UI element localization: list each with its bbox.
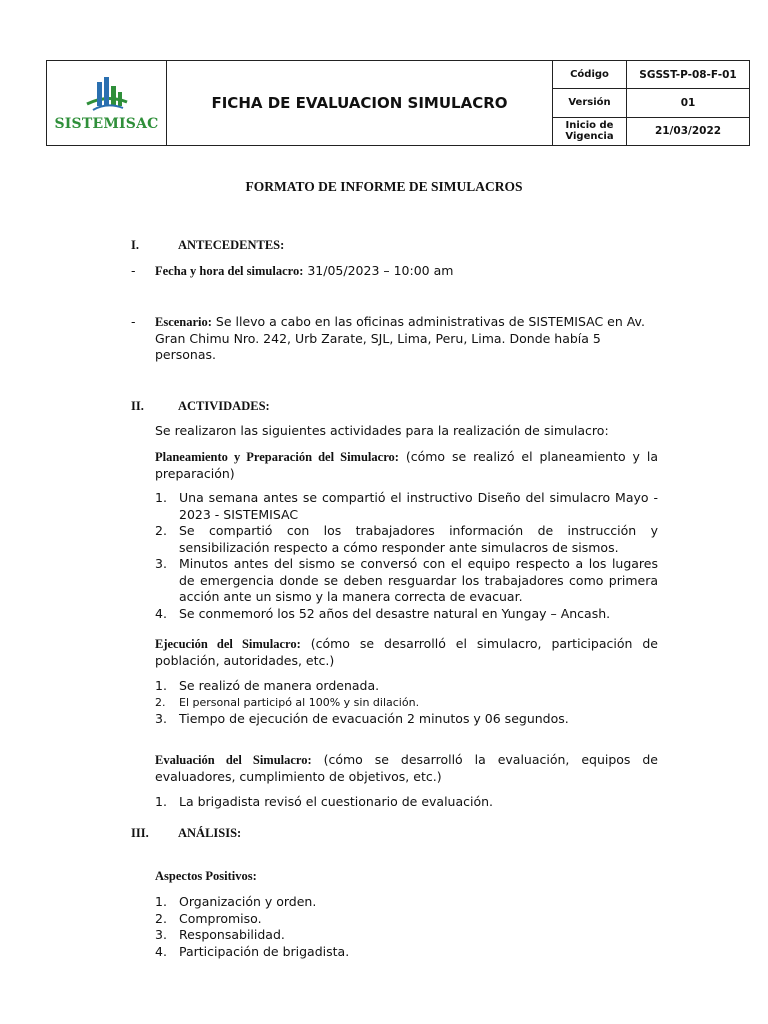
document-title: FORMATO DE INFORME DE SIMULACROS [245, 179, 523, 194]
actividades-intro: Se realizaron las siguientes actividades para la realización de simulacro: [155, 423, 609, 438]
dash-bullet: - [131, 314, 136, 329]
fecha-label: Fecha y hora del simulacro: [155, 264, 304, 278]
section-heading: ANTECEDENTES: [178, 238, 285, 252]
logo-text: SISTEMISAC [54, 116, 159, 132]
building-logo-icon [83, 74, 131, 114]
ejecucion-paragraph [155, 636, 658, 669]
meta-row-codigo [553, 61, 749, 89]
meta-value: 01 [680, 96, 696, 109]
form-title: FICHA DE EVALUACION SIMULACRO [167, 61, 553, 145]
escenario-paragraph [155, 314, 660, 364]
planeamiento-desc: (cómo se realizó el planeamiento y la preparación) [155, 449, 659, 481]
logo-cell [47, 61, 167, 145]
list-item: 3. Tiempo de ejecución de evacuación 2 minutos y 06 segundos. [155, 711, 569, 726]
positivos-list [155, 894, 658, 960]
list-item: 1. La brigadista revisó el cuestionario de evaluación. [155, 794, 494, 809]
section-number: II. [131, 399, 144, 413]
section-number: III. [131, 826, 149, 840]
meta-value: 21/03/2022 [654, 125, 722, 138]
list-item: 1. Organización y orden. [155, 894, 317, 909]
header-table [46, 60, 750, 146]
evaluacion-desc: (cómo se desarrolló la evaluación, equipos de evaluadores, cumplimiento de objetivos, etc.) [155, 752, 658, 784]
meta-block [553, 61, 749, 145]
meta-label: Código [553, 61, 627, 88]
meta-row-vigencia [553, 118, 749, 145]
ejecucion-heading: Ejecución del Simulacro: [155, 637, 301, 651]
list-item: 3. Minutos antes del sismo se conversó con el equipo respecto a los lugares de emergencia donde se deben resguardar los trabajadores como primera acción ante un sismo y la manera correcta de evacuar. [155, 556, 658, 604]
escenario-value: Se llevo a cabo en las oficinas administrativas de SISTEMISAC en Av. Gran Chimu Nro. 242, Urb Zarate, SJL, Lima, Peru, Lima. Donde había 5 personas. [155, 314, 645, 362]
dash-bullet: - [131, 263, 136, 278]
positivos-heading: Aspectos Positivos: [155, 869, 257, 883]
escenario-label: Escenario: [155, 315, 212, 329]
evaluacion-list [155, 794, 658, 811]
meta-label: Inicio de Vigencia [553, 118, 627, 145]
section-heading: ANÁLISIS: [178, 826, 242, 840]
ejecucion-desc: (cómo se desarrolló el simulacro, participación de población, autoridades, etc.) [155, 636, 658, 668]
planeamiento-paragraph [155, 449, 658, 482]
ejecucion-list [155, 678, 658, 728]
list-item: 4. Se conmemoró los 52 años del desastre natural en Yungay – Ancash. [155, 605, 611, 621]
fecha-value: 31/05/2023 – 10:00 am [303, 263, 454, 278]
section-number: I. [131, 238, 139, 252]
list-item: 1. Se realizó de manera ordenada. [155, 678, 380, 693]
planeamiento-list [155, 490, 658, 622]
list-item: 2. El personal participó al 100% y sin dilación. [155, 695, 420, 709]
list-item: 2. Se compartió con los trabajadores información de instrucción y sensibilización respecto a cómo responder ante simulacros de sismos. [155, 523, 658, 555]
meta-label: Versión [553, 89, 627, 116]
meta-value: SGSST-P-08-F-01 [639, 68, 737, 81]
evaluacion-paragraph [155, 752, 658, 785]
evaluacion-heading: Evaluación del Simulacro: [155, 753, 312, 767]
list-item: 4. Participación de brigadista. [155, 943, 350, 959]
list-item: 3. Responsabilidad. [155, 927, 285, 942]
section-heading: ACTIVIDADES: [178, 399, 270, 413]
meta-row-version [553, 89, 749, 117]
fecha-line [155, 263, 665, 280]
planeamiento-heading: Planeamiento y Preparación del Simulacro: [155, 450, 399, 464]
list-item: 2. Compromiso. [155, 910, 262, 926]
list-item: 1. Una semana antes se compartió el instructivo Diseño del simulacro Mayo - 2023 - SISTEMISAC [155, 490, 658, 522]
